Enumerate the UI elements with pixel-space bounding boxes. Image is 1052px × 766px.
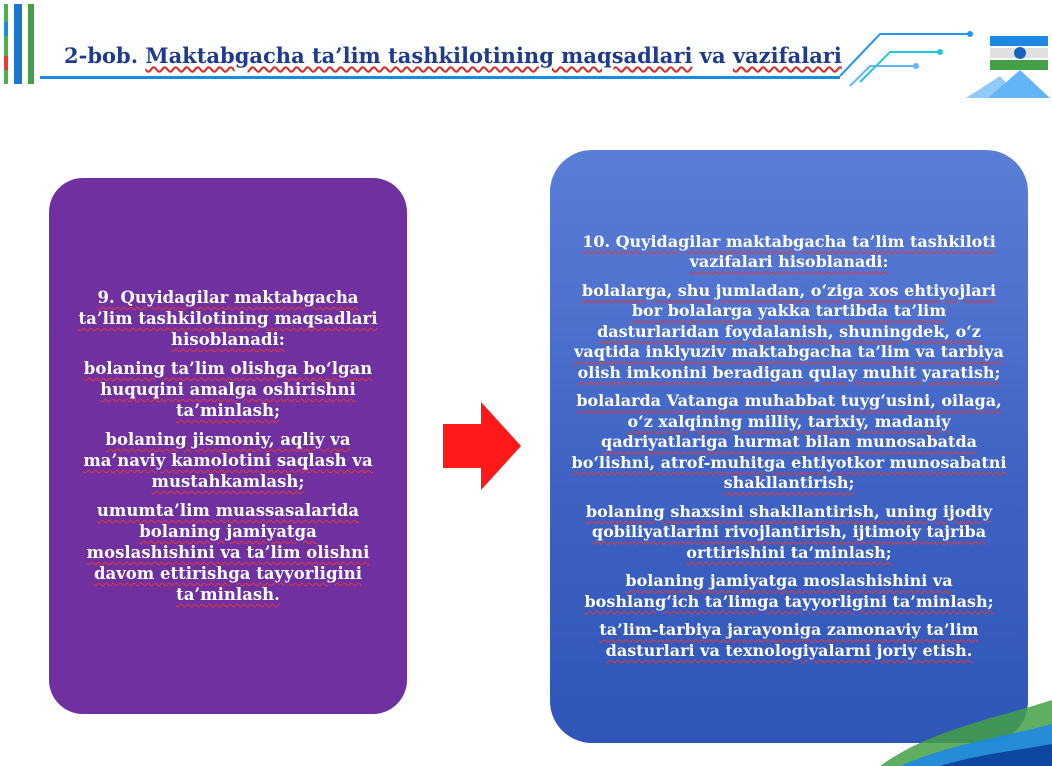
- flag-emblem-decoration: [960, 30, 1052, 100]
- tasks-panel: [550, 150, 1028, 743]
- goal-item: bolaning ta’lim olishga bo‘lgan huquqini amalga oshirishni ta’minlash;: [83, 359, 373, 420]
- title-main: Maktabgacha ta’lim tashkilotining maqsadlari: [145, 43, 693, 68]
- accent-bar-green: [4, 4, 8, 84]
- accent-bar-blue: [14, 4, 22, 84]
- goals-panel: [49, 178, 407, 714]
- left-accent-bars: [0, 0, 40, 86]
- title-prefix: 2-bob.: [64, 43, 146, 68]
- goal-item: umumta’lim muassasalarida bolaning jamiyatga moslashishini va ta’lim olishni davom ettirishga tayyorligini ta’minlash.: [86, 501, 370, 604]
- task-item: bolaning jamiyatga moslashishini va boshlang‘ich ta’limga tayyorligini ta’minlash;: [584, 571, 994, 611]
- title-mid: va: [692, 43, 733, 68]
- task-item: bolalarga, shu jumladan, o‘ziga xos ehtiyojlari bor bolalarga yakka tartibda ta’lim dasturlaridan foydalanish, shuningdek, o‘z vaqtida inklyuziv maktabgacha ta’lim va tarbiya olish imkonini beradigan qulay muhit yaratish;: [574, 280, 1004, 382]
- task-item: ta’lim-tarbiya jarayoniga zamonaviy ta’lim dasturlari va texnologiyalarni joriy etish.: [599, 620, 979, 660]
- task-item: bolaning shaxsini shakllantirish, uning ijodiy qobiliyatlarini rivojlantirish, ijtimoiy tajriba orttirishini ta’minlash;: [585, 501, 993, 562]
- goals-heading: 9. Quyidagilar maktabgacha ta’lim tashkilotining maqsadlari hisoblanadi:: [78, 288, 378, 349]
- task-item: bolalarda Vatanga muhabbat tuyg‘usini, oilaga, o‘z xalqining milliy, tarixiy, madaniy qadriyatlariga hurmat bilan munosabatda bo‘lishni, atrof-muhitga ehtiyotkor munosabatni shakllantirish;: [571, 391, 1007, 493]
- arrow-right-icon: [443, 402, 521, 490]
- tasks-heading: 10. Quyidagilar maktabgacha ta’lim tashkiloti vazifalari hisoblanadi:: [582, 231, 996, 272]
- page-title: [64, 43, 842, 68]
- title-end: vazifalari: [732, 43, 842, 68]
- wave-decoration: [880, 660, 1052, 766]
- title-underline-divider: [40, 76, 840, 79]
- goal-item: bolaning jismoniy, aqliy va ma’naviy kamolotini saqlash va mustahkamlash;: [83, 430, 373, 491]
- accent-bar-green-2: [28, 4, 34, 84]
